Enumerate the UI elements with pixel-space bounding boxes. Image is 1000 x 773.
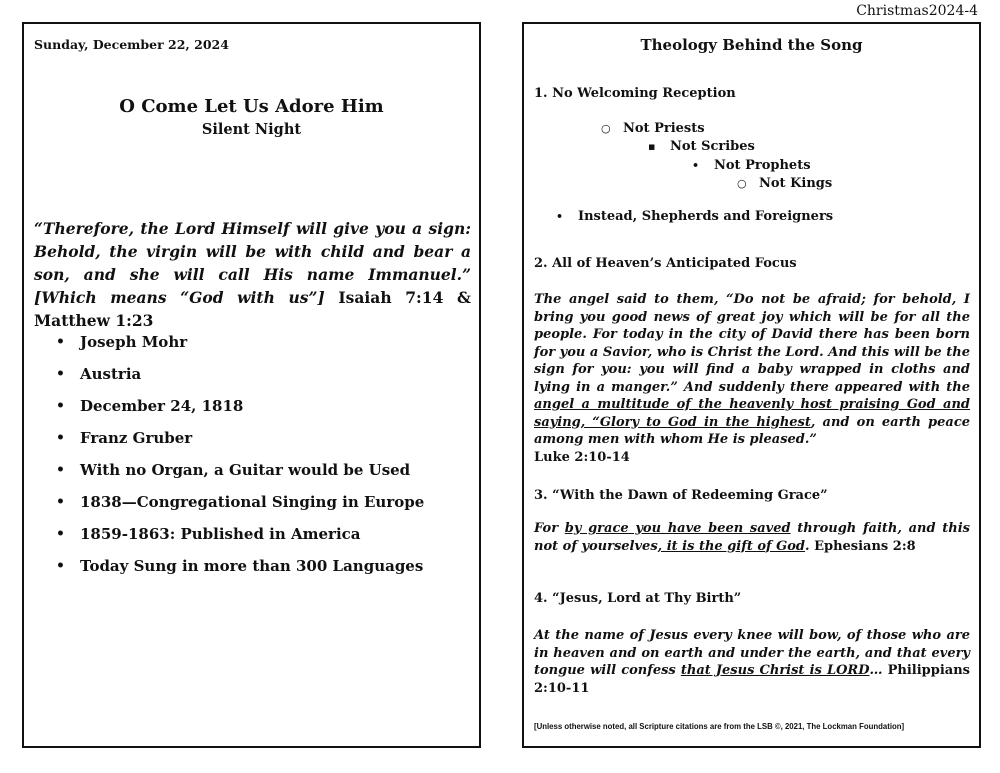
theology-title: Theology Behind the Song [640, 36, 863, 54]
list-item: • Austria [56, 364, 424, 396]
song-facts-list [56, 332, 424, 588]
list-item: ▪ Not Scribes [648, 139, 755, 154]
scripture-reference: Ephesians 2:8 [814, 538, 916, 554]
scripture-reference: Luke 2:10-14 [534, 449, 630, 465]
section-heading: 2. All of Heaven’s Anticipated Focus [534, 256, 797, 271]
list-item: • Today Sung in more than 300 Languages [56, 556, 424, 588]
bullet-icon: • [692, 159, 700, 172]
section-heading: 3. “With the Dawn of Redeeming Grace” [534, 488, 828, 503]
list-item: • Not Prophets [692, 158, 811, 173]
list-item: • Joseph Mohr [56, 332, 424, 364]
scripture-quote: “Therefore, the Lord Himself will give you a sign: Behold, the virgin will be with child and bear a son, and she will call His name Immanuel.” [Which means “God with us”] [34, 219, 471, 307]
song-title: Silent Night [201, 121, 302, 138]
list-item: • 1838—Congregational Singing in Europe [56, 492, 424, 524]
scripture-passage: At the name of Jesus every knee will bow, of those who are in heaven and on earth and under the earth, and that every tongue will confess that Jesus Christ is LORD… Philippians 2:10-11 [534, 628, 970, 696]
list-item: • 1859-1863: Published in America [56, 524, 424, 556]
scripture-reference: Isaiah 7:14 & Matthew 1:23 [34, 288, 471, 330]
list-item: • Franz Gruber [56, 428, 424, 460]
service-date: Sunday, December 22, 2024 [34, 37, 229, 52]
list-item: ○ Not Kings [737, 176, 833, 191]
page-label: Christmas2024-4 [856, 3, 978, 19]
list-item: • With no Organ, a Guitar would be Used [56, 460, 424, 492]
scripture-passage: The angel said to them, “Do not be afraid; for behold, I bring you good news of great joy which will be for all the people. For today in the city of David there has been born for you a Savior, who is Christ the Lord. And this will be the sign for you: you will find a baby wrapped in cloths and lying in a manger.” And suddenly there appeared with the angel a multitude of the heavenly host praising God and saying, “Glory to God in the highest, and on earth peace among men with whom He is pleased.” Luke 2:10-14 [534, 292, 971, 465]
scripture-reference: Philippians 2:10-11 [534, 663, 970, 696]
scripture-passage [34, 217, 471, 332]
hollow-bullet-icon: ○ [601, 122, 611, 135]
bullet-icon: • [556, 210, 564, 223]
list-item: • December 24, 1818 [56, 396, 424, 428]
hollow-bullet-icon: ○ [737, 177, 747, 190]
section-heading: 4. “Jesus, Lord at Thy Birth” [534, 591, 742, 606]
bulletin-right-panel [522, 22, 981, 748]
sermon-title: O Come Let Us Adore Him [119, 96, 384, 117]
scripture-passage: For by grace you have been saved through faith, and this not of yourselves, it is the gift of God. Ephesians 2:8 [534, 521, 970, 554]
square-bullet-icon: ▪ [648, 140, 656, 153]
section-heading: 1. No Welcoming Reception [534, 86, 736, 101]
list-item: ○ Not Priests [601, 121, 705, 136]
copyright-footnote: [Unless otherwise noted, all Scripture citations are from the LSB ©, 2021, The Lockman Foundation] [534, 722, 905, 731]
bulletin-left-panel [22, 22, 481, 748]
list-item: • Instead, Shepherds and Foreigners [556, 209, 834, 224]
